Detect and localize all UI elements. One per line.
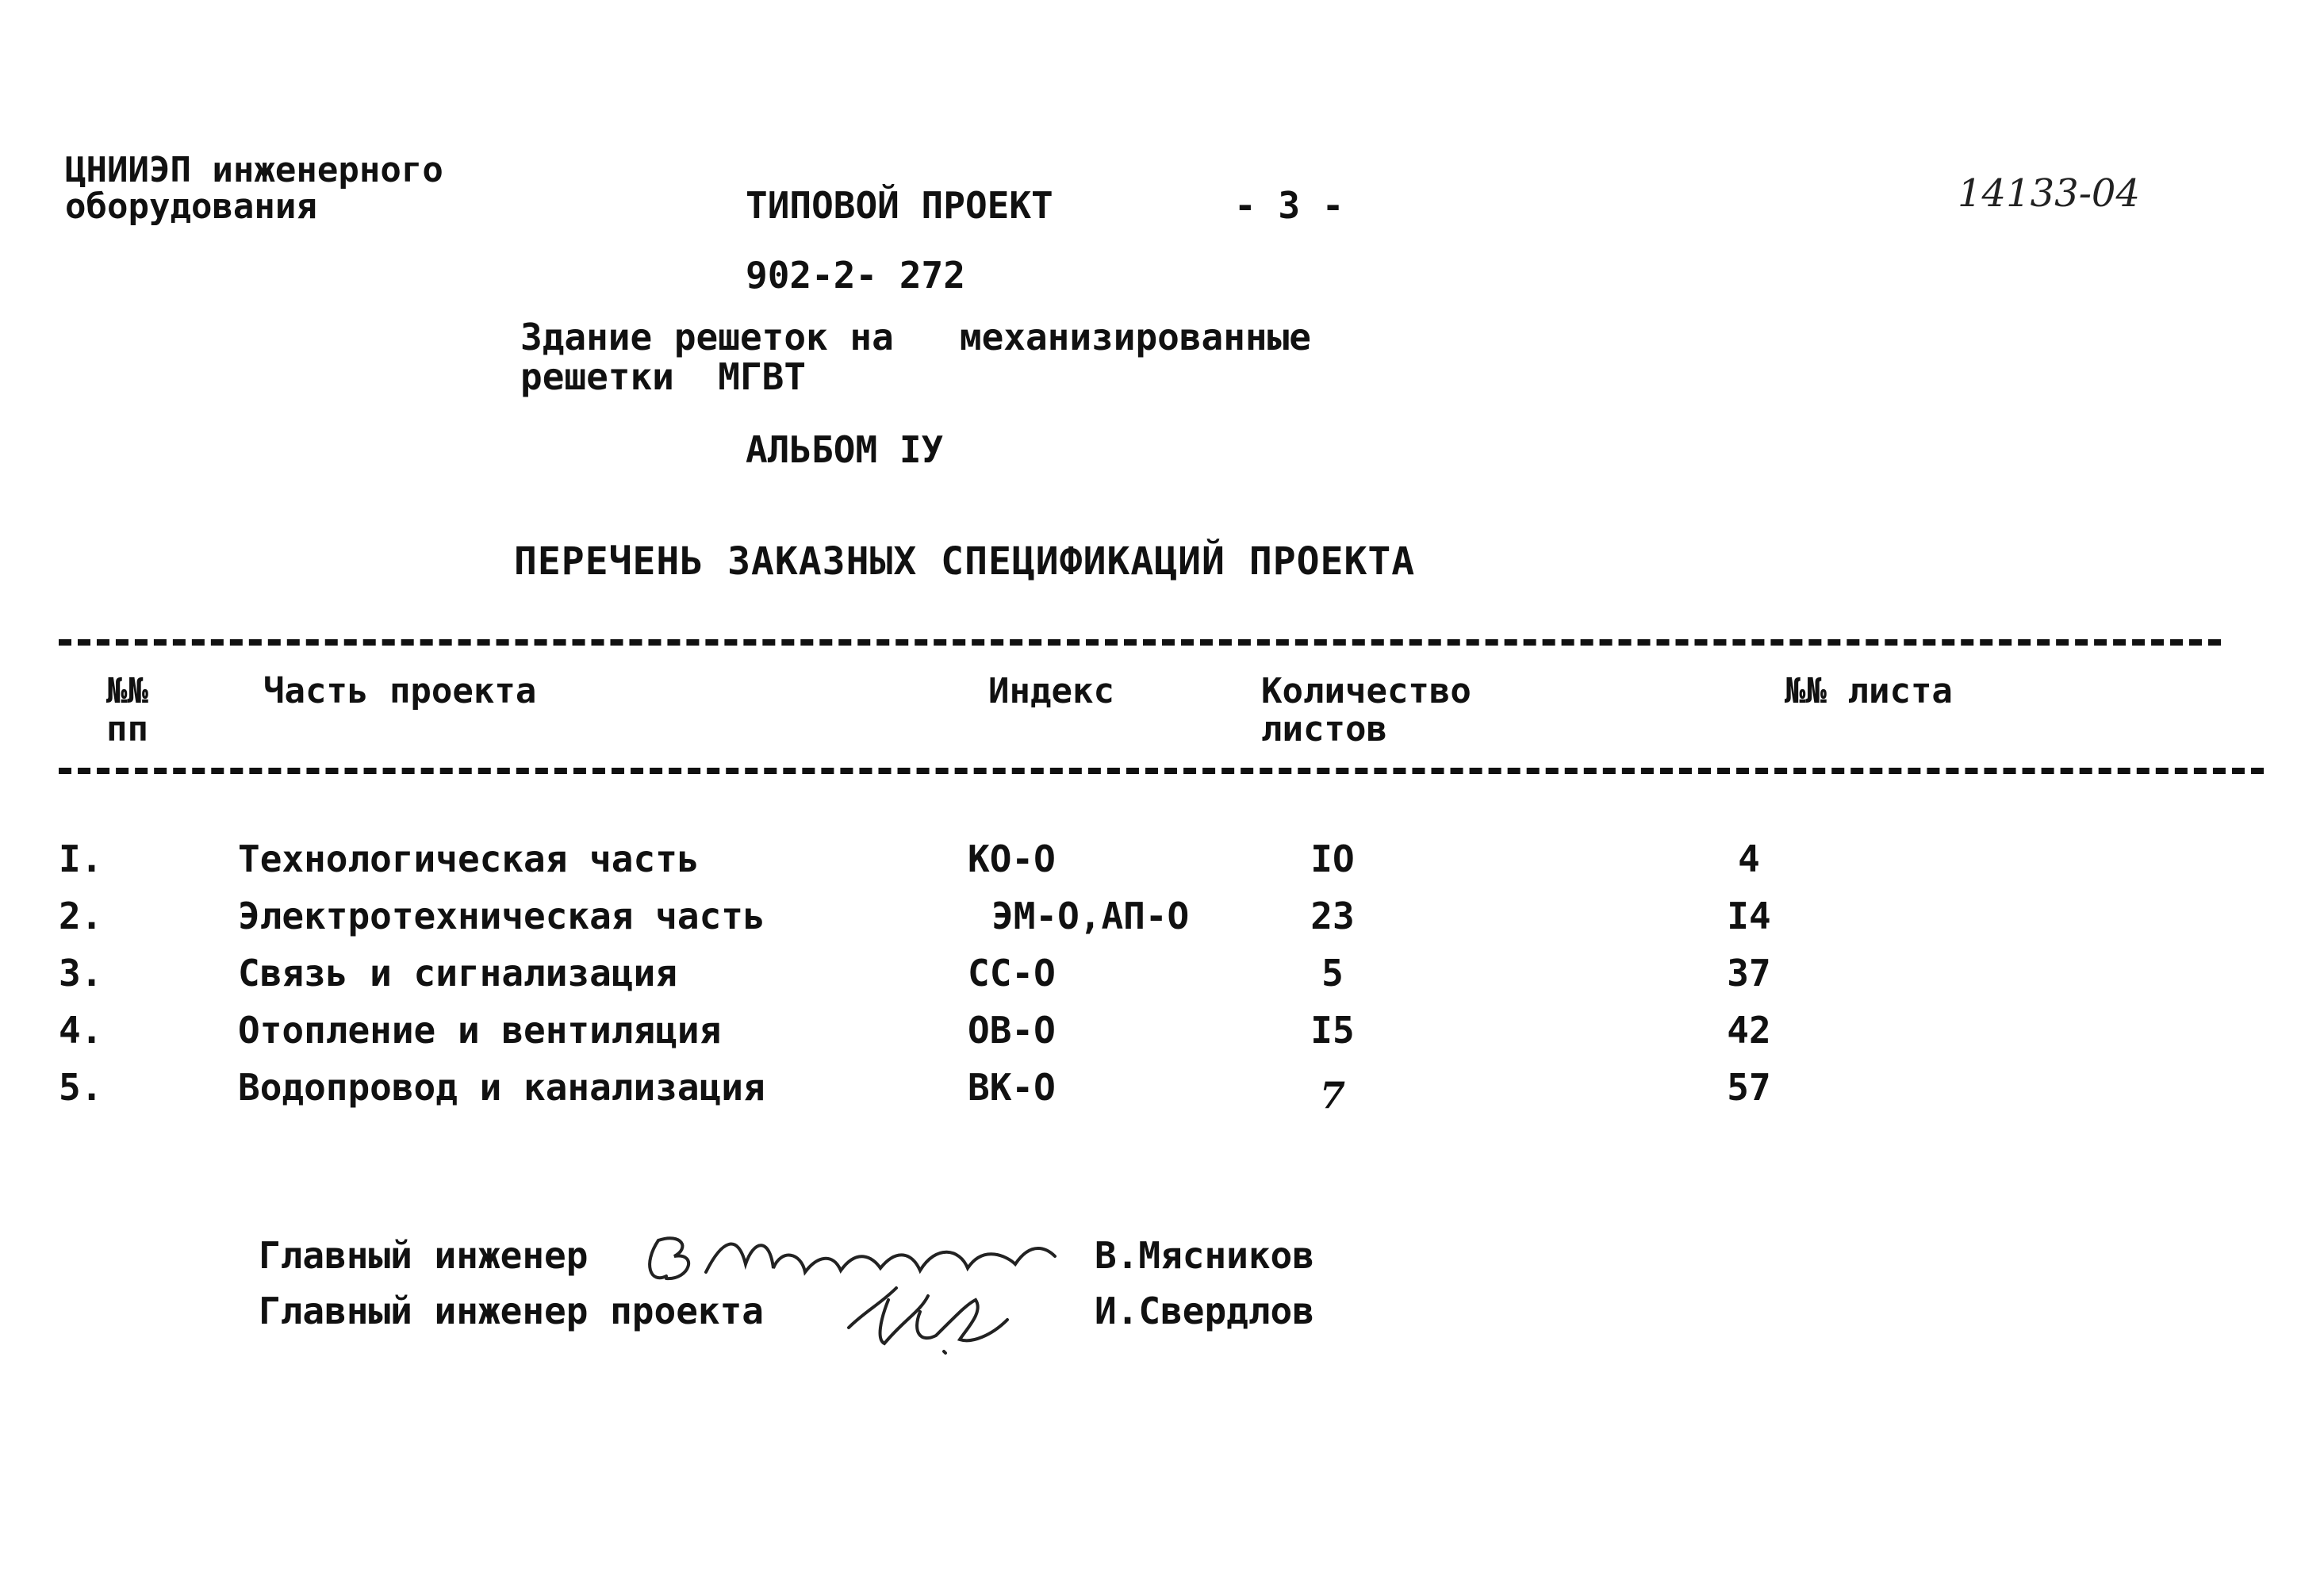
row-1-count: IO <box>1310 837 1355 880</box>
row-2-sheet: I4 <box>1727 895 1771 937</box>
handwritten-number: 14133-04 <box>1958 171 2140 216</box>
chief-project-engineer-title: Главный инженер проекта <box>259 1290 764 1332</box>
table-top-divider <box>59 639 2221 646</box>
album-label: АЛЬБОМ IУ <box>746 428 944 471</box>
project-type: ТИПОВОЙ ПРОЕКТ <box>746 184 1053 227</box>
row-5-part: Водопровод и канализация <box>238 1066 765 1109</box>
row-2-count: 23 <box>1310 895 1355 937</box>
organization-name <box>65 152 443 225</box>
column-header-count-line-1: Количество <box>1261 671 1471 711</box>
column-header-count-line-2: листов <box>1261 709 1387 749</box>
column-header-index: Индекс <box>988 671 1114 711</box>
row-1-index: КО-О <box>968 837 1056 880</box>
organization-line-2: оборудования <box>65 186 317 227</box>
row-4-sheet: 42 <box>1727 1009 1771 1052</box>
chief-engineer-title: Главный инженер <box>259 1234 589 1277</box>
chief-engineer-name: В.Мясников <box>1095 1234 1314 1277</box>
row-2-part: Электротехническая часть <box>238 895 765 937</box>
row-1-part: Технологическая часть <box>238 837 700 880</box>
row-5-count: 7 <box>1319 1074 1345 1117</box>
column-header-number-line-1: №№ <box>106 671 148 711</box>
chief-project-engineer-name: И.Свердлов <box>1095 1290 1314 1332</box>
project-title <box>520 317 1311 397</box>
row-1-number: I. <box>59 837 103 880</box>
list-title: ПЕРЕЧЕНЬ ЗАКАЗНЫХ СПЕЦИФИКАЦИЙ ПРОЕКТА <box>514 539 1416 584</box>
column-header-number <box>106 673 148 749</box>
table-header-divider <box>59 768 2264 774</box>
row-5-sheet: 57 <box>1727 1066 1771 1109</box>
column-header-number-line-2: пп <box>106 709 148 749</box>
page-number: - 3 - <box>1234 184 1344 227</box>
column-header-count <box>1261 673 1471 749</box>
project-title-line-1: Здание решеток на механизированные <box>520 316 1311 358</box>
row-4-number: 4. <box>59 1009 103 1052</box>
column-header-sheet: №№ листа <box>1785 671 1953 711</box>
row-2-number: 2. <box>59 895 103 937</box>
row-2-index: ЭМ-О,АП-О <box>991 895 1190 937</box>
chief-project-engineer-signature <box>833 1264 1071 1367</box>
row-5-number: 5. <box>59 1066 103 1109</box>
row-4-part: Отопление и вентиляция <box>238 1009 722 1052</box>
row-3-number: 3. <box>59 952 103 995</box>
row-4-count: I5 <box>1310 1009 1355 1052</box>
row-3-index: СС-О <box>968 952 1056 995</box>
project-number: 902-2- 272 <box>746 254 965 297</box>
row-4-index: ОВ-О <box>968 1009 1056 1052</box>
row-3-sheet: 37 <box>1727 952 1771 995</box>
organization-line-1: ЦНИИЭП инженерного <box>65 150 443 190</box>
row-3-count: 5 <box>1321 952 1344 995</box>
column-header-part: Часть проекта <box>263 671 537 711</box>
row-1-sheet: 4 <box>1738 837 1760 880</box>
project-title-line-2: решетки МГВТ <box>520 355 807 398</box>
row-5-index: ВК-О <box>968 1066 1056 1109</box>
row-3-part: Связь и сигнализация <box>238 952 677 995</box>
